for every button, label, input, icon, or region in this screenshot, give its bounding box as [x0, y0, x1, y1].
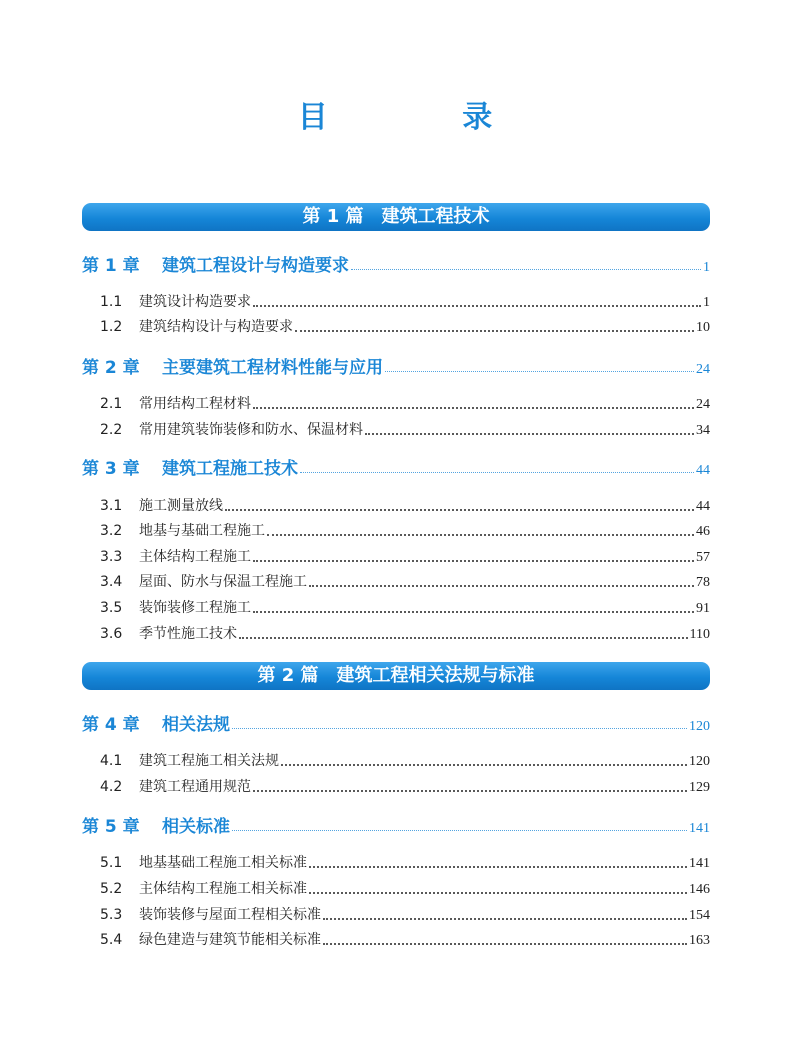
- page-number: 129: [689, 780, 710, 795]
- dot-leader: [253, 304, 701, 307]
- section-number: 4.1: [100, 753, 123, 769]
- page-number: 91: [696, 601, 710, 616]
- section-number: 5.3: [100, 907, 123, 923]
- section-number: 5.4: [100, 932, 123, 948]
- chapter-title: 建筑工程施工技术: [162, 459, 298, 479]
- section-title: 屋面、防水与保温工程施工: [139, 574, 307, 590]
- part-label: 第 1 篇 建筑工程技术: [302, 206, 490, 227]
- section-row-3-5[interactable]: [100, 596, 710, 620]
- section-number: 5.1: [100, 855, 123, 871]
- section-number: 3.6: [100, 626, 123, 642]
- dot-leader: [239, 636, 688, 639]
- section-row-5-2[interactable]: [100, 877, 710, 901]
- section-number: 2.2: [100, 422, 123, 438]
- dot-leader: [385, 370, 694, 372]
- section-row-3-1[interactable]: [100, 494, 710, 518]
- page-number: 120: [689, 719, 710, 734]
- section-number: 3.1: [100, 498, 123, 514]
- dot-leader: [225, 508, 694, 511]
- dot-leader: [281, 763, 687, 766]
- dot-leader: [232, 727, 687, 729]
- chapter-row-5[interactable]: [82, 815, 710, 839]
- section-number: 3.5: [100, 600, 123, 616]
- page-number: 57: [696, 550, 710, 565]
- page-number: 78: [696, 575, 710, 590]
- section-row-4-2[interactable]: [100, 775, 710, 799]
- section-title: 主体结构工程施工相关标准: [139, 881, 307, 897]
- chapter-row-1[interactable]: [82, 254, 710, 278]
- section-title: 建筑设计构造要求: [139, 294, 251, 310]
- dot-leader: [253, 406, 694, 409]
- section-number: 4.2: [100, 779, 123, 795]
- section-number: 3.2: [100, 523, 123, 539]
- dot-leader: [323, 917, 687, 920]
- chapter-title: 相关标准: [162, 817, 230, 837]
- part-label: 第 2 篇 建筑工程相关法规与标准: [257, 665, 535, 686]
- section-title: 建筑工程施工相关法规: [139, 753, 279, 769]
- chapter-number: 第 2 章: [82, 358, 140, 378]
- dot-leader: [309, 865, 687, 868]
- dot-leader: [351, 268, 701, 270]
- dot-leader: [365, 432, 694, 435]
- section-title: 装饰装修工程施工: [139, 600, 251, 616]
- chapter-row-2[interactable]: [82, 356, 710, 380]
- section-row-3-2[interactable]: [100, 519, 710, 543]
- part-banner-2[interactable]: [82, 662, 710, 690]
- dot-leader: [232, 829, 687, 831]
- section-title: 施工测量放线: [139, 498, 223, 514]
- section-row-2-2[interactable]: [100, 418, 710, 442]
- chapter-number: 第 4 章: [82, 715, 140, 735]
- page-number: 24: [696, 397, 710, 412]
- dot-leader: [300, 471, 694, 473]
- section-number: 3.4: [100, 574, 123, 590]
- dot-leader: [309, 891, 687, 894]
- page-number: 163: [689, 933, 710, 948]
- section-number: 1.2: [100, 319, 123, 335]
- page-title: 目 录: [297, 100, 555, 135]
- dot-leader: [253, 559, 694, 562]
- page-number: 10: [696, 320, 710, 335]
- chapter-title: 建筑工程设计与构造要求: [162, 256, 349, 276]
- section-title: 季节性施工技术: [139, 626, 237, 642]
- part-banner-1[interactable]: [82, 203, 710, 231]
- dot-leader: [309, 584, 694, 587]
- chapter-row-4[interactable]: [82, 713, 710, 737]
- page-number: 141: [689, 821, 710, 836]
- section-title: 建筑结构设计与构造要求: [139, 319, 293, 335]
- section-row-3-4[interactable]: [100, 570, 710, 594]
- page-number: 34: [696, 423, 710, 438]
- page-number: 44: [696, 463, 710, 478]
- section-number: 1.1: [100, 294, 123, 310]
- page-number: 141: [689, 856, 710, 871]
- chapter-number: 第 3 章: [82, 459, 140, 479]
- section-row-4-1[interactable]: [100, 749, 710, 773]
- section-row-5-4[interactable]: [100, 928, 710, 952]
- section-number: 2.1: [100, 396, 123, 412]
- section-title: 建筑工程通用规范: [139, 779, 251, 795]
- section-row-3-6[interactable]: [100, 622, 710, 646]
- dot-leader: [253, 610, 694, 613]
- chapter-title: 相关法规: [162, 715, 230, 735]
- chapter-title: 主要建筑工程材料性能与应用: [162, 358, 383, 378]
- section-title: 常用结构工程材料: [139, 396, 251, 412]
- section-title: 装饰装修与屋面工程相关标准: [139, 907, 321, 923]
- section-title: 地基基础工程施工相关标准: [139, 855, 307, 871]
- page-number: 46: [696, 524, 710, 539]
- chapter-number: 第 5 章: [82, 817, 140, 837]
- page-number: 110: [689, 627, 710, 642]
- section-row-5-1[interactable]: [100, 851, 710, 875]
- section-title: 常用建筑装饰装修和防水、保温材料: [139, 422, 363, 438]
- page-number: 120: [689, 754, 710, 769]
- chapter-number: 第 1 章: [82, 256, 140, 276]
- section-number: 3.3: [100, 549, 123, 565]
- dot-leader: [253, 789, 687, 792]
- section-row-1-2[interactable]: [100, 315, 710, 339]
- page-number: 1: [703, 260, 710, 275]
- page-number: 24: [696, 362, 710, 377]
- page-number: 146: [689, 882, 710, 897]
- section-row-3-3[interactable]: [100, 545, 710, 569]
- section-row-1-1[interactable]: [100, 290, 710, 314]
- section-row-2-1[interactable]: [100, 392, 710, 416]
- page-number: 1: [703, 295, 710, 310]
- section-number: 5.2: [100, 881, 123, 897]
- page-number: 154: [689, 908, 710, 923]
- page-number: 44: [696, 499, 710, 514]
- section-title: 地基与基础工程施工: [139, 523, 265, 539]
- dot-leader: [323, 942, 687, 945]
- dot-leader: [295, 329, 694, 332]
- section-title: 绿色建造与建筑节能相关标准: [139, 932, 321, 948]
- chapter-row-3[interactable]: [82, 457, 710, 481]
- section-title: 主体结构工程施工: [139, 549, 251, 565]
- section-row-5-3[interactable]: [100, 903, 710, 927]
- dot-leader: [267, 533, 694, 536]
